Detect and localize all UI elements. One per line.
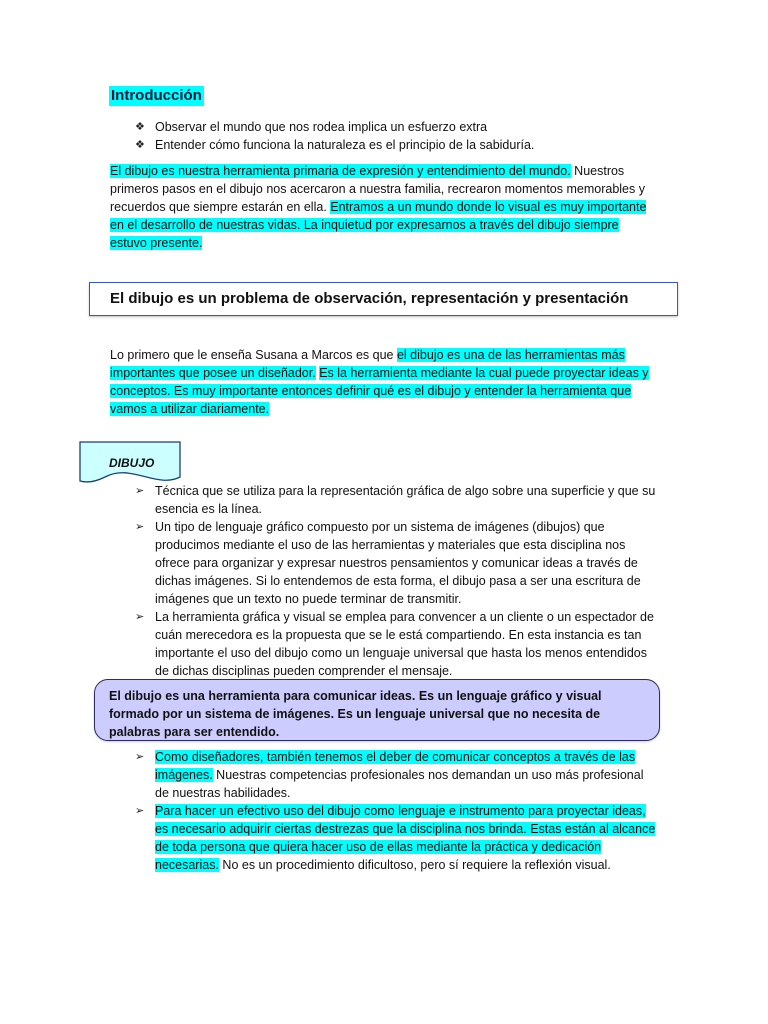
list-item: [110, 802, 658, 874]
arrow-bullet-icon: ➢: [135, 485, 145, 497]
highlighted-text: Es la herramienta mediante la cual puede proyectar ideas y conceptos. Es muy importante entonces definir qué es el dibujo y entender la herramienta que vamos a utilizar diariamente.: [110, 366, 649, 416]
list-item: ➢ La herramienta gráfica y visual se emplea para convencer a un cliente o un espectador de cuán merecedora es la propuesta que se le está compartiendo. En esta instancia es tan importante el uso del dibujo como un lenguaje universal que hasta los menos entendidos de dichas disciplinas pueden comprender el mensaje.: [135, 610, 654, 678]
dibujo-ribbon: [79, 439, 181, 487]
dibujo-label: DIBUJO: [109, 456, 155, 470]
highlighted-text: el dibujo es una de las herramientas más importantes que posee un diseñador.: [110, 348, 625, 380]
list-item: [110, 748, 658, 802]
callout-text: El dibujo es una herramienta para comunicar ideas. Es un lenguaje gráfico y visual formado por un sistema de imágenes. Es un lenguaje universal que no necesita de palabras para ser entendido.: [109, 689, 602, 739]
intro-bullet-list: [110, 118, 670, 154]
section-paragraph: [110, 346, 658, 418]
arrow-bullet-icon: ➢: [135, 611, 145, 623]
list-item: ❖ Observar el mundo que nos rodea implica un esfuerzo extra: [135, 120, 488, 134]
paragraph-text: Nuestros primeros pasos en el dibujo nos acercaron a nuestra familia, recrearon momentos memorables y recuerdos que siempre estarán en ella.: [110, 164, 645, 214]
highlighted-text: Como diseñadores, también tenemos el deber de comunicar conceptos a través de las imágenes.: [155, 750, 636, 782]
paragraph-text: Lo primero que le enseña Susana a Marcos es que: [110, 348, 397, 362]
list-item: ❖ Entender cómo funciona la naturaleza es el principio de la sabiduría.: [135, 138, 535, 152]
arrow-bullet-icon: ➢: [135, 805, 145, 817]
paragraph-text: Nuestras competencias profesionales nos demandan un uso más profesional de nuestras habilidades.: [155, 768, 644, 800]
list-item: ➢ Técnica que se utiliza para la representación gráfica de algo sobre una superficie y que su esencia es la línea.: [135, 484, 656, 516]
intro-paragraph: [110, 162, 658, 252]
four-diamond-bullet-icon: ❖: [135, 139, 145, 151]
paragraph-text: No es un procedimiento dificultoso, pero sí requiere la reflexión visual.: [218, 858, 611, 872]
arrow-bullet-icon: ➢: [135, 521, 145, 533]
highlighted-text: Para hacer un efectivo uso del dibujo como lenguaje e instrumento para proyectar ideas, es necesario adquirir ciertas destrezas que la disciplina nos brinda. Estas están al alcance de toda persona que quiera hacer uso de ellas mediante la práctica y dedicación necesarias.: [155, 804, 656, 872]
four-diamond-bullet-icon: ❖: [135, 121, 145, 133]
dibujo-bullet-list: [110, 482, 658, 680]
section-title: El dibujo es un problema de observación, representación y presentación: [110, 290, 629, 307]
final-bullet-list: [110, 748, 658, 874]
arrow-bullet-icon: ➢: [135, 751, 145, 763]
highlighted-text: El dibujo es nuestra herramienta primaria de expresión y entendimiento del mundo.: [110, 164, 571, 178]
highlighted-text: Entramos a un mundo donde lo visual es muy importante en el desarrollo de nuestras vidas. La inquietud por expresarnos a través del dibujo siempre estuvo presente.: [110, 200, 647, 250]
section-title-box: [89, 282, 678, 316]
callout-box: [94, 679, 660, 741]
intro-heading: Introducción: [111, 87, 202, 104]
list-item: ➢ Un tipo de lenguaje gráfico compuesto por un sistema de imágenes (dibujos) que producimos mediante el uso de las herramientas y materiales que esta disciplina nos ofrece para organizar y expresar nuestros pensamientos y comunicar ideas a través de dichas imágenes. Si lo entendemos de esta forma, el dibujo pasa a ser una escritura de imágenes que un texto no puede terminar de transmitir.: [135, 520, 641, 606]
